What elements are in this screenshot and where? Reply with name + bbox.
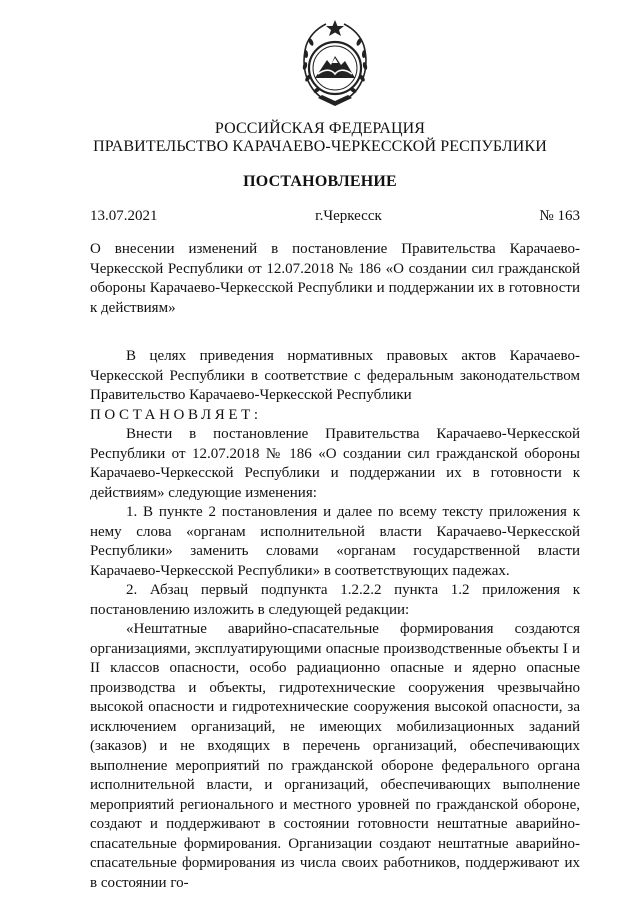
document-date: 13.07.2021 bbox=[90, 208, 158, 224]
paragraph-item-1: 1. В пункте 2 постановления и далее по всему тексту приложения к нему слова «органам исполнительной власти Карачаево-Черкесской Республики» заменить словами «органам государственной власти Карачаево-Черкесской Республики» в соответствующих падежах. bbox=[90, 504, 580, 579]
intro-paragraph: В целях приведения нормативных правовых актов Карачаево-Черкесской Республики в соответствие с федеральным законодательством Правительство Карачаево-Черкесской Республики bbox=[90, 348, 580, 403]
document-subject: О внесении изменений в постановление Правительства Карачаево-Черкесской Республики от 12.07.2018 № 186 «О создании сил гражданской обороны Карачаево-Черкесской Республики и поддержании их в готовности к действиям» bbox=[90, 241, 580, 316]
document-number: № 163 bbox=[539, 208, 580, 224]
header-country: РОССИЙСКАЯ ФЕДЕРАЦИЯ bbox=[214, 120, 426, 137]
document-body bbox=[90, 347, 580, 893]
document-type-title: ПОСТАНОВЛЕНИЕ bbox=[243, 173, 397, 190]
paragraph-item-2: 2. Абзац первый подпункта 1.2.2.2 пункта 1.2 приложения к постановлению изложить в следующей редакции: bbox=[90, 582, 580, 618]
coat-of-arms-icon bbox=[296, 18, 374, 110]
document-meta bbox=[90, 208, 580, 225]
document-place: г.Черкесск bbox=[315, 208, 382, 224]
paragraph-quoted-text: «Нештатные аварийно-спасательные формирования создаются организациями, эксплуатирующими опасные производственные объекты I и II классов опасности, особо радиационно опасные и ядерно опасные производства и объекты, гидротехнические сооружения чрезвычайно высокой опасности и гидротехнические сооружения высокой опасности, за исключением организаций, не имеющих мобилизационных заданий (заказов) и не входящих в перечень организаций, обеспечивающих выполнение мероприятий по гражданской обороне федерального органа исполнительной власти, и организаций, обеспечивающих выполнение мероприятий регионального и местного уровней по гражданской обороне, создают и поддерживают в состоянии готовности нештатные аварийно-спасательные формирования. Организации создают нештатные аварийно-спасательные формирования из числа своих работников, поддерживают их в состоянии го- bbox=[90, 621, 580, 891]
header-government: ПРАВИТЕЛЬСТВО КАРАЧАЕВО-ЧЕРКЕССКОЙ РЕСПУБЛИКИ bbox=[93, 138, 547, 155]
decree-word: ПОСТАНОВЛЯЕТ: bbox=[90, 406, 262, 423]
paragraph-main: Внести в постановление Правительства Карачаево-Черкесской Республики от 12.07.2018 № 186 «О создании сил гражданской обороны Карачаево-Черкесской Республики и поддержании их в готовности к действиям» следующие изменения: bbox=[90, 426, 580, 501]
